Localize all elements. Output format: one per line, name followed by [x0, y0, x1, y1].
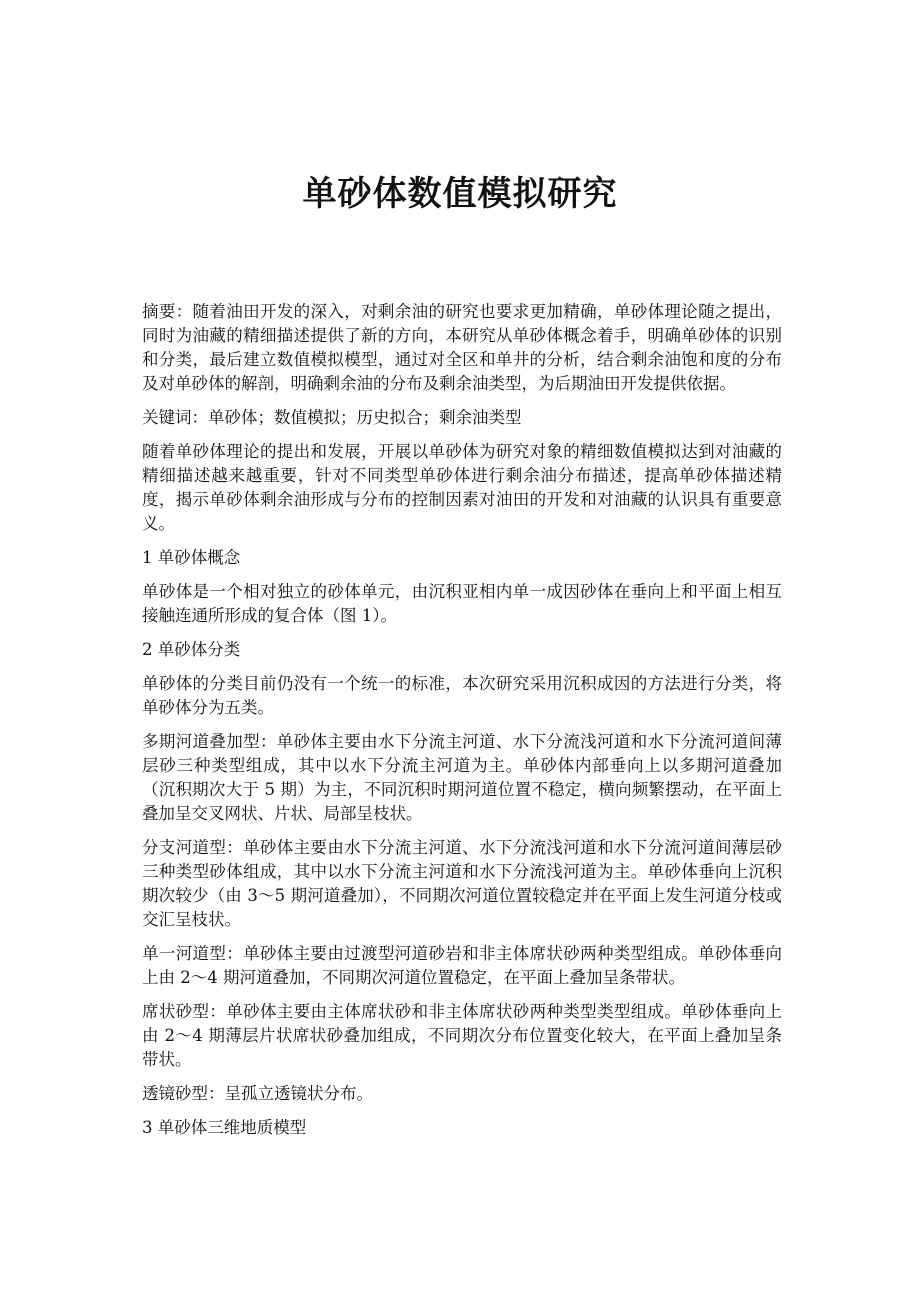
type-lens-sand-paragraph: 透镜砂型：呈孤立透镜状分布。	[142, 1084, 373, 1103]
section-heading-3d-model: 3 单砂体三维地质模型	[142, 1118, 307, 1137]
section-heading-classification: 2 单砂体分类	[142, 640, 241, 659]
abstract-paragraph: 摘要：随着油田开发的深入，对剩余油的研究也要求更加精确，单砂体理论随之提出，同时为油藏的精细描述提供了新的方向，本研究从单砂体概念着手，明确单砂体的识别和分类，最后建立数值模拟模型，通过对全区和单井的分析，结合剩余油饱和度的分布及对单砂体的解剖，明确剩余油的分布及剩余油类型，为后期油田开发提供依据。	[142, 302, 782, 393]
classification-paragraph: 单砂体的分类目前仍没有一个统一的标准，本次研究采用沉积成因的方法进行分类，将单砂体分为五类。	[142, 674, 782, 717]
keywords-paragraph: 关键词：单砂体；数值模拟；历史拟合；剩余油类型	[142, 408, 522, 427]
section-heading-concept: 1 单砂体概念	[142, 548, 241, 567]
document-title: 单砂体数值模拟研究	[302, 174, 618, 214]
type-sheet-sand-paragraph: 席状砂型：单砂体主要由主体席状砂和非主体席状砂两种类型类型组成。单砂体垂向上由 2～4 期薄层片状席状砂叠加组成，不同期次分布位置变化较大，在平面上叠加呈条带状。	[142, 1002, 782, 1069]
type-multi-channel-paragraph: 多期河道叠加型：单砂体主要由水下分流主河道、水下分流浅河道和水下分流河道间薄层砂三种类型组成，其中以水下分流主河道为主。单砂体内部垂向上以多期河道叠加（沉积期次大于 5 期）为主，不同沉积时期河道位置不稳定，横向频繁摆动，在平面上叠加呈交叉网状、片状、局部呈枝状。	[142, 732, 782, 823]
type-branch-channel-paragraph: 分支河道型：单砂体主要由水下分流主河道、水下分流浅河道和水下分流河道间薄层砂三种类型砂体组成，其中以水下分流主河道和水下分流浅河道为主。单砂体垂向上沉积期次较少（由 3～5 期河道叠加），不同期次河道位置较稳定并在平面上发生河道分枝或交汇呈枝状。	[142, 838, 782, 929]
document-body	[142, 300, 782, 1150]
type-single-channel-paragraph: 单一河道型：单砂体主要由过渡型河道砂岩和非主体席状砂两种类型组成。单砂体垂向上由 2～4 期河道叠加，不同期次河道位置稳定，在平面上叠加呈条带状。	[142, 944, 782, 987]
intro-paragraph: 随着单砂体理论的提出和发展，开展以单砂体为研究对象的精细数值模拟达到对油藏的精细描述越来越重要，针对不同类型单砂体进行剩余油分布描述，提高单砂体描述精度，揭示单砂体剩余油形成与分布的控制因素对油田的开发和对油藏的认识具有重要意义。	[142, 442, 782, 533]
concept-paragraph: 单砂体是一个相对独立的砂体单元，由沉积亚相内单一成因砂体在垂向上和平面上相互接触连通所形成的复合体（图 1）。	[142, 582, 782, 625]
